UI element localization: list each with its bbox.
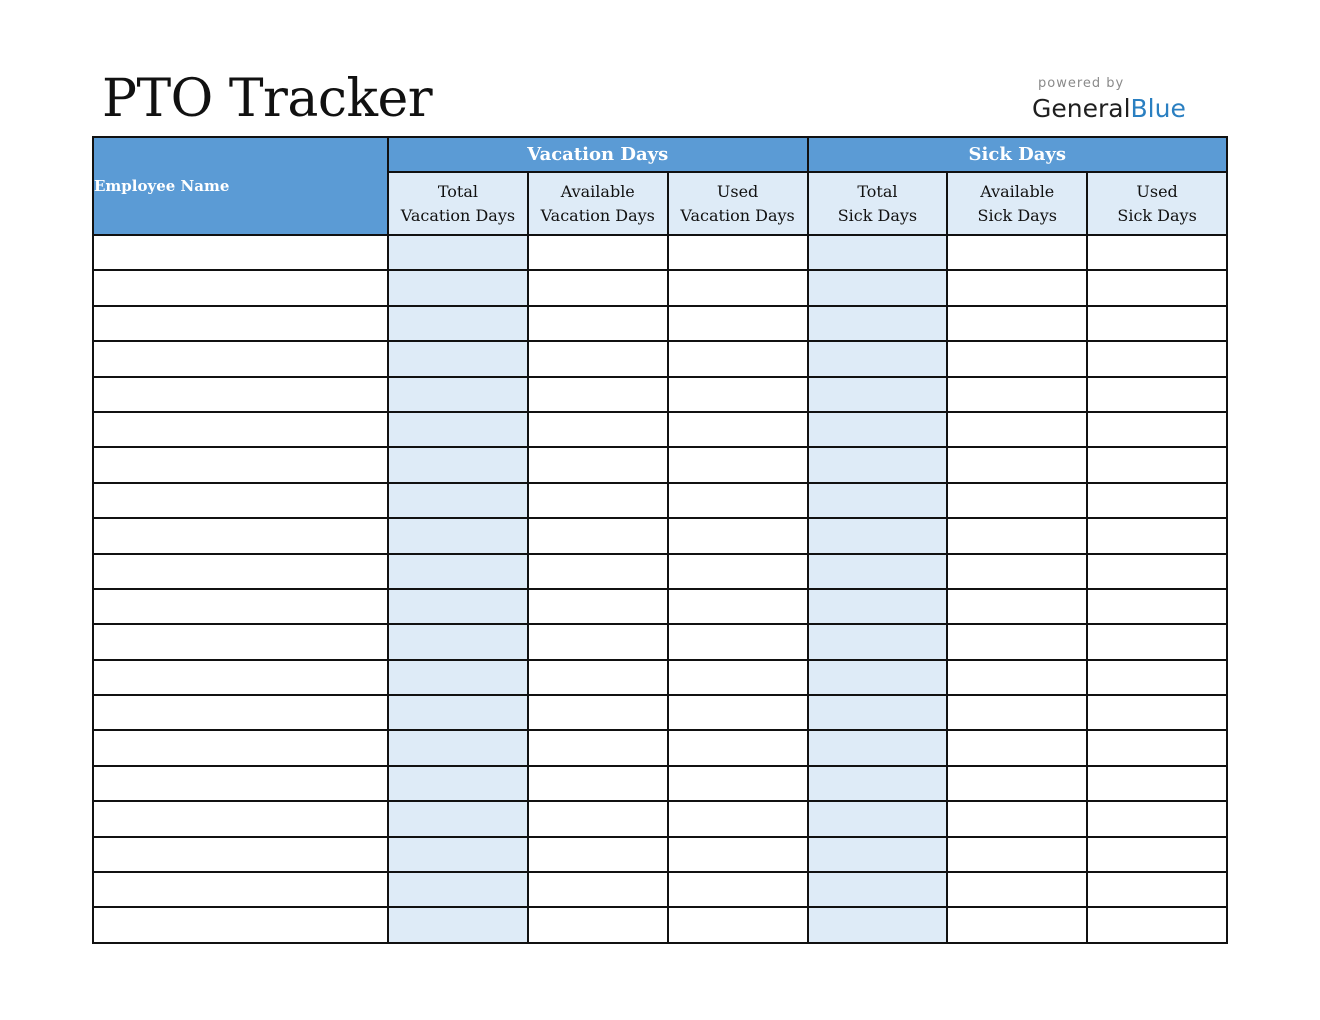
available-sick-days-cell[interactable] (947, 235, 1087, 270)
employee-name-cell[interactable] (93, 730, 388, 765)
used-sick-days-cell[interactable] (1087, 235, 1227, 270)
employee-name-cell[interactable] (93, 412, 388, 447)
total-sick-days-cell[interactable] (808, 907, 948, 942)
total-sick-days-header (808, 172, 948, 235)
available-vacation-days-cell[interactable] (528, 447, 668, 482)
total-sick-days-cell[interactable] (808, 624, 948, 659)
available-sick-days-cell[interactable] (947, 554, 1087, 589)
table-row (93, 377, 1227, 412)
used-sick-days-cell[interactable] (1087, 518, 1227, 553)
available-sick-days-cell[interactable] (947, 695, 1087, 730)
table-row (93, 589, 1227, 624)
table-body (93, 235, 1227, 943)
employee-name-cell[interactable] (93, 447, 388, 482)
used-sick-days-cell[interactable] (1087, 270, 1227, 305)
table-row (93, 907, 1227, 942)
available-vacation-days-cell[interactable] (528, 270, 668, 305)
available-vacation-days-cell[interactable] (528, 907, 668, 942)
total-vacation-days-cell[interactable] (388, 695, 528, 730)
header-line: Available (980, 181, 1055, 201)
total-sick-days-cell[interactable] (808, 518, 948, 553)
total-vacation-days-cell[interactable] (388, 801, 528, 836)
used-sick-days-cell[interactable] (1087, 377, 1227, 412)
total-vacation-days-cell[interactable] (388, 235, 528, 270)
total-sick-days-cell[interactable] (808, 306, 948, 341)
used-vacation-days-cell[interactable] (668, 447, 808, 482)
used-vacation-days-cell[interactable] (668, 801, 808, 836)
sick-days-group-header: Sick Days (808, 137, 1228, 172)
total-vacation-days-cell[interactable] (388, 730, 528, 765)
used-sick-days-cell[interactable] (1087, 589, 1227, 624)
table-row (93, 766, 1227, 801)
brand-logo (1028, 76, 1198, 130)
total-vacation-days-cell[interactable] (388, 837, 528, 872)
header-line: Sick Days (837, 205, 918, 225)
powered-by-text: powered by (1038, 76, 1125, 91)
available-sick-days-cell[interactable] (947, 377, 1087, 412)
used-vacation-days-cell[interactable] (668, 377, 808, 412)
total-sick-days-cell[interactable] (808, 235, 948, 270)
total-vacation-days-cell[interactable] (388, 447, 528, 482)
available-sick-days-cell[interactable] (947, 306, 1087, 341)
used-sick-days-cell[interactable] (1087, 554, 1227, 589)
total-vacation-days-cell[interactable] (388, 872, 528, 907)
table-row (93, 801, 1227, 836)
employee-name-cell[interactable] (93, 235, 388, 270)
header-line: Vacation Days (680, 205, 795, 225)
header-line: Used (1136, 181, 1178, 201)
vacation-days-group-header: Vacation Days (388, 137, 808, 172)
available-vacation-days-cell[interactable] (528, 766, 668, 801)
total-vacation-days-cell[interactable] (388, 341, 528, 376)
used-sick-days-cell[interactable] (1087, 412, 1227, 447)
total-vacation-days-cell[interactable] (388, 270, 528, 305)
header-line: Vacation Days (400, 205, 516, 225)
total-vacation-days-cell[interactable] (388, 483, 528, 518)
available-sick-days-cell[interactable] (947, 270, 1087, 305)
used-vacation-days-cell[interactable] (668, 483, 808, 518)
used-vacation-days-cell[interactable] (668, 341, 808, 376)
total-sick-days-cell[interactable] (808, 837, 948, 872)
available-sick-days-cell[interactable] (947, 624, 1087, 659)
available-vacation-days-cell[interactable] (528, 801, 668, 836)
available-sick-days-cell[interactable] (947, 907, 1087, 942)
total-sick-days-cell[interactable] (808, 341, 948, 376)
used-vacation-days-header (668, 172, 808, 235)
table-row (93, 624, 1227, 659)
available-vacation-days-cell[interactable] (528, 412, 668, 447)
total-vacation-days-cell[interactable] (388, 766, 528, 801)
available-vacation-days-cell[interactable] (528, 730, 668, 765)
used-sick-days-cell[interactable] (1087, 306, 1227, 341)
used-vacation-days-cell[interactable] (668, 695, 808, 730)
used-sick-days-cell[interactable] (1087, 695, 1227, 730)
total-sick-days-cell[interactable] (808, 872, 948, 907)
used-vacation-days-cell[interactable] (668, 235, 808, 270)
available-sick-days-cell[interactable] (947, 341, 1087, 376)
total-sick-days-cell[interactable] (808, 412, 948, 447)
employee-name-cell[interactable] (93, 341, 388, 376)
used-vacation-days-cell[interactable] (668, 624, 808, 659)
used-sick-days-cell[interactable] (1087, 624, 1227, 659)
table-row (93, 447, 1227, 482)
used-sick-days-cell[interactable] (1087, 447, 1227, 482)
available-sick-days-cell[interactable] (947, 801, 1087, 836)
used-vacation-days-cell[interactable] (668, 766, 808, 801)
table-row (93, 518, 1227, 553)
total-sick-days-cell[interactable] (808, 766, 948, 801)
available-vacation-days-cell[interactable] (528, 872, 668, 907)
table-row (93, 837, 1227, 872)
employee-name-cell[interactable] (93, 872, 388, 907)
total-sick-days-cell[interactable] (808, 447, 948, 482)
available-vacation-days-cell[interactable] (528, 660, 668, 695)
available-vacation-days-cell[interactable] (528, 837, 668, 872)
used-sick-days-cell[interactable] (1087, 872, 1227, 907)
brand-name-general: General (1032, 94, 1131, 123)
used-vacation-days-cell[interactable] (668, 518, 808, 553)
header-line: Sick Days (977, 205, 1057, 225)
available-sick-days-cell[interactable] (947, 447, 1087, 482)
total-sick-days-cell[interactable] (808, 554, 948, 589)
header-line: Available (560, 181, 635, 201)
available-vacation-days-cell[interactable] (528, 235, 668, 270)
used-sick-days-cell[interactable] (1087, 660, 1227, 695)
total-sick-days-cell[interactable] (808, 660, 948, 695)
employee-name-cell[interactable] (93, 695, 388, 730)
used-vacation-days-cell[interactable] (668, 907, 808, 942)
available-vacation-days-cell[interactable] (528, 341, 668, 376)
total-vacation-days-header (388, 172, 528, 235)
brand-name (1032, 93, 1186, 125)
employee-name-cell[interactable] (93, 483, 388, 518)
used-vacation-days-cell[interactable] (668, 306, 808, 341)
employee-name-cell[interactable] (93, 270, 388, 305)
used-sick-days-cell[interactable] (1087, 766, 1227, 801)
employee-name-cell[interactable] (93, 837, 388, 872)
available-sick-days-cell[interactable] (947, 837, 1087, 872)
header-line: Vacation Days (540, 205, 655, 225)
table-row (93, 235, 1227, 270)
used-vacation-days-cell[interactable] (668, 660, 808, 695)
used-sick-days-cell[interactable] (1087, 730, 1227, 765)
total-sick-days-cell[interactable] (808, 801, 948, 836)
available-sick-days-cell[interactable] (947, 589, 1087, 624)
pto-table (92, 136, 1228, 944)
table-row (93, 483, 1227, 518)
table-row (93, 872, 1227, 907)
employee-name-cell[interactable] (93, 660, 388, 695)
total-vacation-days-cell[interactable] (388, 589, 528, 624)
total-vacation-days-cell[interactable] (388, 660, 528, 695)
available-sick-days-cell[interactable] (947, 518, 1087, 553)
total-sick-days-cell[interactable] (808, 730, 948, 765)
employee-name-cell[interactable] (93, 518, 388, 553)
available-vacation-days-cell[interactable] (528, 518, 668, 553)
used-vacation-days-cell[interactable] (668, 589, 808, 624)
used-vacation-days-cell[interactable] (668, 730, 808, 765)
table-row (93, 730, 1227, 765)
available-sick-days-cell[interactable] (947, 483, 1087, 518)
available-sick-days-cell[interactable] (947, 872, 1087, 907)
total-vacation-days-cell[interactable] (388, 377, 528, 412)
brand-name-blue: Blue (1130, 94, 1186, 123)
used-sick-days-cell[interactable] (1087, 801, 1227, 836)
available-vacation-days-cell[interactable] (528, 306, 668, 341)
header-line: Total (857, 181, 898, 201)
available-sick-days-cell[interactable] (947, 660, 1087, 695)
available-vacation-days-cell[interactable] (528, 554, 668, 589)
employee-name-cell[interactable] (93, 377, 388, 412)
available-sick-days-cell[interactable] (947, 766, 1087, 801)
available-vacation-days-cell[interactable] (528, 377, 668, 412)
total-sick-days-cell[interactable] (808, 589, 948, 624)
available-vacation-days-cell[interactable] (528, 624, 668, 659)
total-sick-days-cell[interactable] (808, 377, 948, 412)
table-row (93, 660, 1227, 695)
employee-name-cell[interactable] (93, 306, 388, 341)
used-sick-days-cell[interactable] (1087, 483, 1227, 518)
table-row (93, 341, 1227, 376)
header-line: Used (716, 181, 759, 201)
table-row (93, 695, 1227, 730)
table-row (93, 270, 1227, 305)
employee-name-cell[interactable] (93, 589, 388, 624)
used-vacation-days-cell[interactable] (668, 270, 808, 305)
employee-name-cell[interactable] (93, 907, 388, 942)
available-vacation-days-cell[interactable] (528, 695, 668, 730)
employee-name-cell[interactable] (93, 624, 388, 659)
used-sick-days-cell[interactable] (1087, 907, 1227, 942)
header-line: Sick Days (1117, 205, 1197, 225)
total-vacation-days-cell[interactable] (388, 907, 528, 942)
table-row (93, 306, 1227, 341)
available-sick-days-header (947, 172, 1087, 235)
table-row (93, 412, 1227, 447)
employee-name-cell[interactable] (93, 801, 388, 836)
total-vacation-days-cell[interactable] (388, 554, 528, 589)
header-line: Total (437, 181, 478, 201)
page-title: PTO Tracker (102, 69, 433, 129)
used-sick-days-header (1087, 172, 1227, 235)
total-sick-days-cell[interactable] (808, 270, 948, 305)
total-sick-days-cell[interactable] (808, 483, 948, 518)
used-vacation-days-cell[interactable] (668, 837, 808, 872)
total-sick-days-cell[interactable] (808, 695, 948, 730)
available-sick-days-cell[interactable] (947, 730, 1087, 765)
available-vacation-days-cell[interactable] (528, 589, 668, 624)
used-sick-days-cell[interactable] (1087, 837, 1227, 872)
table-row (93, 554, 1227, 589)
total-vacation-days-cell[interactable] (388, 624, 528, 659)
total-vacation-days-cell[interactable] (388, 412, 528, 447)
employee-name-cell[interactable] (93, 766, 388, 801)
used-vacation-days-cell[interactable] (668, 412, 808, 447)
used-vacation-days-cell[interactable] (668, 872, 808, 907)
available-vacation-days-cell[interactable] (528, 483, 668, 518)
used-vacation-days-cell[interactable] (668, 554, 808, 589)
used-sick-days-cell[interactable] (1087, 341, 1227, 376)
employee-name-cell[interactable] (93, 554, 388, 589)
total-vacation-days-cell[interactable] (388, 306, 528, 341)
total-vacation-days-cell[interactable] (388, 518, 528, 553)
available-vacation-days-header (528, 172, 668, 235)
available-sick-days-cell[interactable] (947, 412, 1087, 447)
employee-name-header: Employee Name (93, 137, 388, 235)
